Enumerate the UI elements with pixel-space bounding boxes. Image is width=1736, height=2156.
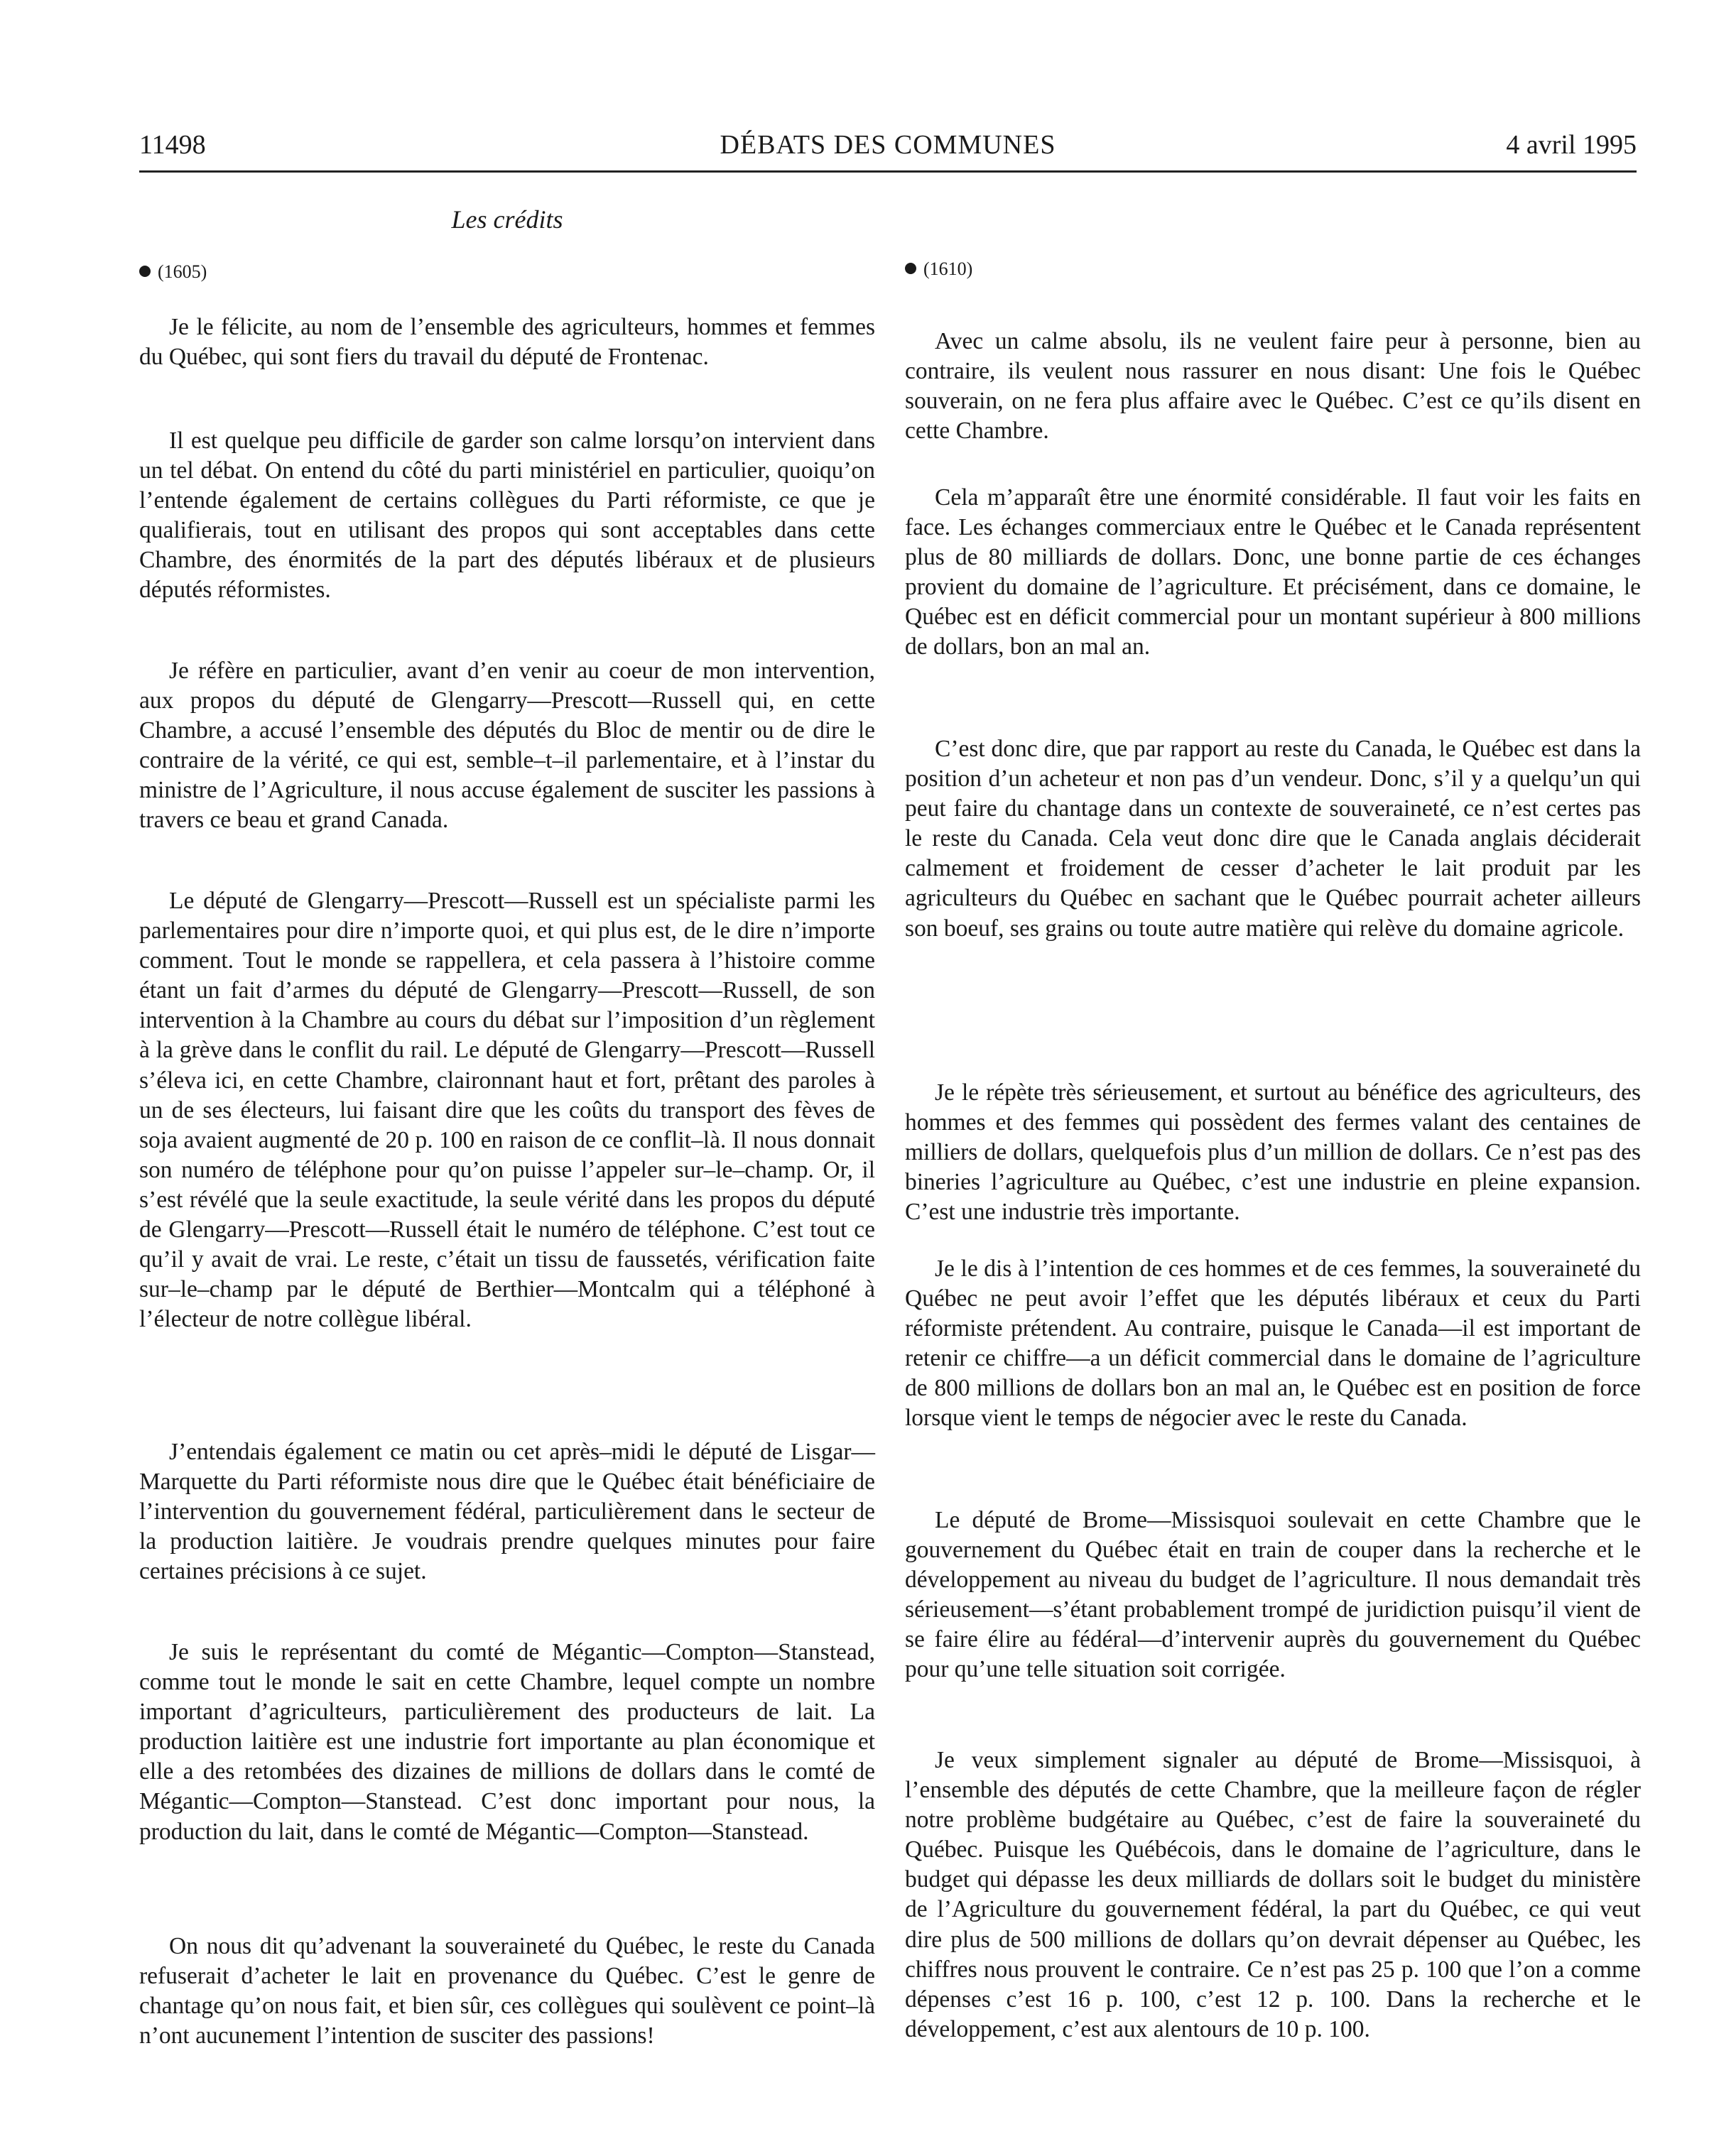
timestamp-marker (139, 261, 207, 283)
page-number: 11498 (139, 130, 206, 160)
header-rule (139, 170, 1637, 173)
publication-date: 4 avril 1995 (1506, 130, 1637, 160)
paragraph: Je réfère en particulier, avant d’en venir au coeur de mon intervention, aux propos du député de Glengarry—Prescott—Russell qui, en cette Chambre, a accusé l’ensemble des députés du Bloc de mentir ou de dire le contraire de la vérité, ce qui est, semble–t–il parlementaire, et à l’instar du ministre de l’Agriculture, il nous accuse également de susciter les passions à travers ce beau et grand Canada. (139, 658, 875, 834)
paragraph: Je veux simplement signaler au député de Brome—Missisquoi, à l’ensemble des députés de cette Chambre, que la meilleure façon de régler notre problème budgétaire au Québec, c’est de faire la souveraineté du Québec. Puisque les Québécois, dans le domaine de l’agriculture, dans le budget qui dépasse les deux milliards de dollars soit le budget du ministère de l’Agriculture du gouvernement fédéral, la part du Québec, ce qui veut dire plus de 500 millions de dollars qu’on devrait dépenser au Québec, les chiffres nous prouvent le contraire. Ce n’est pas 25 p. 100 que l’on a comme dépenses c’est 16 p. 100, c’est 12 p. 100. Dans la recherche et le développement, c’est aux alentours de 10 p. 100. (905, 1747, 1641, 2042)
page-header (139, 129, 1637, 165)
paragraph: Le député de Brome—Missisquoi soulevait en cette Chambre que le gouvernement du Québec était en train de couper dans la recherche et le développement au niveau du budget de l’agriculture. Il nous demandait très sérieusement—s’étant probablement trompé de juridiction puisqu’il vient de se faire élire au fédéral—d’intervenir auprès du gouvernement du Québec pour qu’une telle situation soit corrigée. (905, 1507, 1641, 1683)
paragraph: Avec un calme absolu, ils ne veulent faire peur à personne, bien au contraire, ils veulent nous rassurer en nous disant: Une fois le Québec souverain, on ne fera plus affaire avec le Québec. C’est ce qu’ils disent en cette Chambre. (905, 328, 1641, 445)
bullet-icon (905, 263, 916, 274)
paragraph: Je le dis à l’intention de ces hommes et de ces femmes, la souveraineté du Québec ne peut avoir l’effet que les députés libéraux et ceux du Parti réformiste prétendent. Au contraire, puisque le Canada—il est important de retenir ce chiffre—a un déficit commercial dans le domaine de l’agriculture de 800 millions de dollars bon an mal an, le Québec est en position de force lorsque vient le temps de négocier avec le reste du Canada. (905, 1256, 1641, 1432)
paragraph: Je le répète très sérieusement, et surtout au bénéfice des agriculteurs, des hommes et des femmes qui possèdent des fermes valant des centaines de milliers de dollars, quelquefois plus d’un million de dollars. Ce n’est pas des bineries l’agriculture au Québec, c’est une industrie en pleine expansion. C’est une industrie très importante. (905, 1079, 1641, 1226)
paragraph: Je le félicite, au nom de l’ensemble des agriculteurs, hommes et femmes du Québec, qui sont fiers du travail du député de Frontenac. (139, 314, 875, 371)
timestamp-text: (1605) (158, 261, 207, 282)
paragraph: Il est quelque peu difficile de garder son calme lorsqu’on intervient dans un tel débat. On entend du côté du parti ministériel en particulier, quoiqu’on l’entende également de certains collègues du Parti réformiste, ce que je qualifierais, tout en utilisant des propos qui sont acceptables dans cette Chambre, des énormités de la part des députés libéraux et de plusieurs députés réformistes. (139, 428, 875, 604)
timestamp-text: (1610) (923, 258, 973, 279)
paragraph: Cela m’apparaît être une énormité considérable. Il faut voir les faits en face. Les échanges commerciaux entre le Québec et le Canada représentent plus de 80 milliards de dollars. Donc, une bonne partie de ces échanges provient du domaine de l’agriculture. Et précisément, dans ce domaine, le Québec est en déficit commercial pour un montant supérieur à 800 millions de dollars, bon an mal an. (905, 484, 1641, 660)
paragraph: C’est donc dire, que par rapport au reste du Canada, le Québec est dans la position d’un acheteur et non pas d’un vendeur. Donc, s’il y a quelqu’un qui peut faire du chantage dans un contexte de souveraineté, ce n’est certes pas le reste du Canada. Cela veut donc dire que le Canada anglais déciderait calmement et froidement de cesser d’acheter le lait produit par les agriculteurs du Québec en sachant que le Québec pourrait acheter ailleurs son boeuf, ses grains ou toute autre matière qui relève du domaine agricole. (905, 736, 1641, 942)
paragraph: J’entendais également ce matin ou cet après–midi le député de Lisgar—Marquette du Parti réformiste nous dire que le Québec était bénéficiaire de l’intervention du gouvernement fédéral, particulièrement dans le secteur de la production laitière. Je voudrais prendre quelques minutes pour faire certaines précisions à ce sujet. (139, 1439, 875, 1585)
section-title: Les crédits (451, 205, 563, 234)
paragraph: Le député de Glengarry—Prescott—Russell est un spécialiste parmi les parlementaires pour dire n’importe quoi, et qui plus est, de le dire n’importe comment. Tout le monde se rappellera, et cela passera à l’histoire comme étant un fait d’armes du député de Glengarry—Prescott—Russell, de son intervention à la Chambre au cours du débat sur l’imposition d’un règlement à la grève dans le conflit du rail. Le député de Glengarry—Prescott—Russell s’éleva ici, en cette Chambre, claironnant haut et fort, prêtant des paroles à un de ses électeurs, lui faisant dire que les coûts du transport des fèves de soja avaient augmenté de 20 p. 100 en raison de ce conflit–là. Il nous donnait son numéro de téléphone pour qu’on puisse l’appeler sur–le–champ. Or, il s’est révélé que la seule exactitude, la seule vérité dans les propos du député de Glengarry—Prescott—Russell était le numéro de téléphone. C’est tout ce qu’il y avait de vrai. Le reste, c’était un tissu de faussetés, vérification faite sur–le–champ par le député de Berthier—Montcalm qui a téléphoné à l’électeur de notre collègue libéral. (139, 888, 875, 1333)
bullet-icon (139, 266, 151, 277)
timestamp-marker (905, 258, 972, 280)
paragraph: On nous dit qu’advenant la souveraineté du Québec, le reste du Canada refuserait d’acheter le lait en provenance du Québec. C’est le genre de chantage qu’on nous fait, et bien sûr, ces collègues qui soulèvent ce point–là n’ont aucunement l’intention de susciter des passions! (139, 1933, 875, 2049)
publication-title: DÉBATS DES COMMUNES (720, 130, 1056, 160)
paragraph: Je suis le représentant du comté de Mégantic—Compton—Stanstead, comme tout le monde le sait en cette Chambre, lequel compte un nombre important d’agriculteurs, particulièrement des producteurs de lait. La production laitière est une industrie fort importante au plan économique et elle a des retombées des dizaines de millions de dollars dans le comté de Mégantic—Compton—Stanstead. C’est donc important pour nous, la production du lait, dans le comté de Mégantic—Compton—Stanstead. (139, 1639, 875, 1845)
